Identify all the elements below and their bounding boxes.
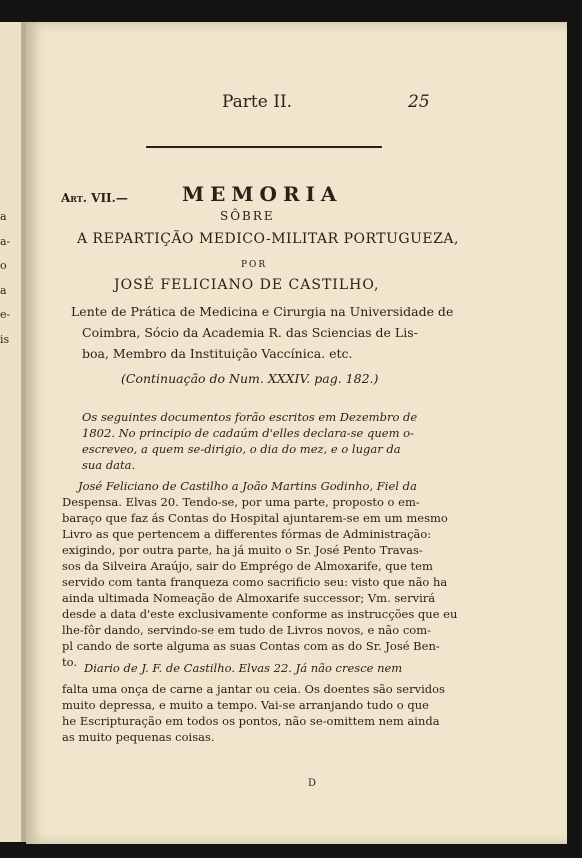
- signature-mark: D: [308, 778, 317, 789]
- title-por: POR: [241, 260, 268, 270]
- article-label: Art. VII.—: [61, 191, 128, 205]
- book-page: [26, 22, 567, 844]
- paragraph-line: ainda ultimada Nomeação de Almoxarife successor; Vm. servirá: [62, 591, 436, 605]
- article-title: MEMORIA: [182, 182, 343, 206]
- intro-line: Os seguintes documentos forão escritos em Dezembro de: [82, 410, 418, 424]
- facing-fragment: a-: [0, 234, 11, 248]
- facing-fragment: a: [0, 210, 7, 223]
- intro-line: 1802. No principio de cadaúm d'elles declara-se quem o-: [82, 426, 414, 440]
- facing-page-edge: [0, 22, 22, 842]
- facing-page-fragments: [0, 205, 10, 352]
- paragraph-line: Livro as que pertencem a differentes fórmas de Administração:: [62, 527, 432, 541]
- title-sobre: SÔBRE: [220, 209, 275, 223]
- paragraph-line: as muito pequenas coisas.: [62, 730, 215, 744]
- facing-fragment: o: [0, 259, 7, 272]
- paragraph-line: he Escripturação em todos os pontos, não se-omittem nem ainda: [62, 714, 440, 728]
- paragraph-line: sos da Silveira Araújo, sair do Emprégo de Almoxarife, que tem: [62, 559, 433, 573]
- paragraph-line: Despensa. Elvas 20. Tendo-se, por uma parte, proposto o em-: [62, 495, 420, 509]
- running-head: Parte II.: [222, 92, 293, 112]
- paragraph-line: falta uma onça de carne a jantar ou ceia. Os doentes são servidos: [62, 682, 445, 696]
- paragraph-line: desde a data d'este exclusivamente conforme as instrucções que eu: [62, 607, 458, 621]
- intro-line: sua data.: [82, 458, 136, 472]
- header-rule: [146, 146, 382, 148]
- author-affiliation-line: Lente de Prática de Medicina e Cirurgia na Universidade de: [71, 304, 454, 319]
- paragraph-line: servido com tanta franqueza como sacrificio seu: visto que não ha: [62, 575, 448, 589]
- article-author: JOSÉ FELICIANO DE CASTILHO,: [114, 277, 380, 293]
- paragraph-line: lhe-fôr dando, servindo-se em tudo de Livros novos, e não com-: [62, 623, 432, 637]
- paragraph-line: baraço que faz ás Contas do Hospital ajuntarem-se em um mesmo: [62, 511, 448, 525]
- continuation-note: (Continuação do Num. XXXIV. pag. 182.): [121, 371, 379, 386]
- paragraph-line: muito depressa, e muito a tempo. Vai-se arranjando tudo o que: [62, 698, 429, 712]
- paragraph-line: José Feliciano de Castilho a João Martins Godinho, Fiel da: [78, 479, 417, 493]
- author-affiliation-line: Coimbra, Sócio da Academia R. das Sciencias de Lis-: [82, 325, 418, 340]
- paragraph-line: Diario de J. F. de Castilho. Elvas 22. Já não cresce nem: [84, 661, 403, 675]
- page-number: 25: [408, 92, 430, 112]
- facing-fragment: is: [0, 332, 10, 346]
- author-affiliation-line: boa, Membro da Instituição Vaccínica. etc.: [82, 346, 353, 361]
- paragraph-line: to.: [62, 655, 77, 669]
- facing-fragment: e-: [0, 308, 11, 321]
- paragraph-line: exigindo, por outra parte, ha já muito o Sr. José Pento Travas-: [62, 543, 423, 557]
- paragraph-line: pl cando de sorte alguma as suas Contas com as do Sr. José Ben-: [62, 639, 440, 653]
- intro-line: escreveo, a quem se-dirigio, o dia do mez, e o lugar da: [82, 442, 401, 456]
- facing-fragment: a: [0, 283, 7, 297]
- article-subject: A REPARTIÇÃO MEDICO-MILITAR PORTUGUEZA,: [77, 231, 459, 247]
